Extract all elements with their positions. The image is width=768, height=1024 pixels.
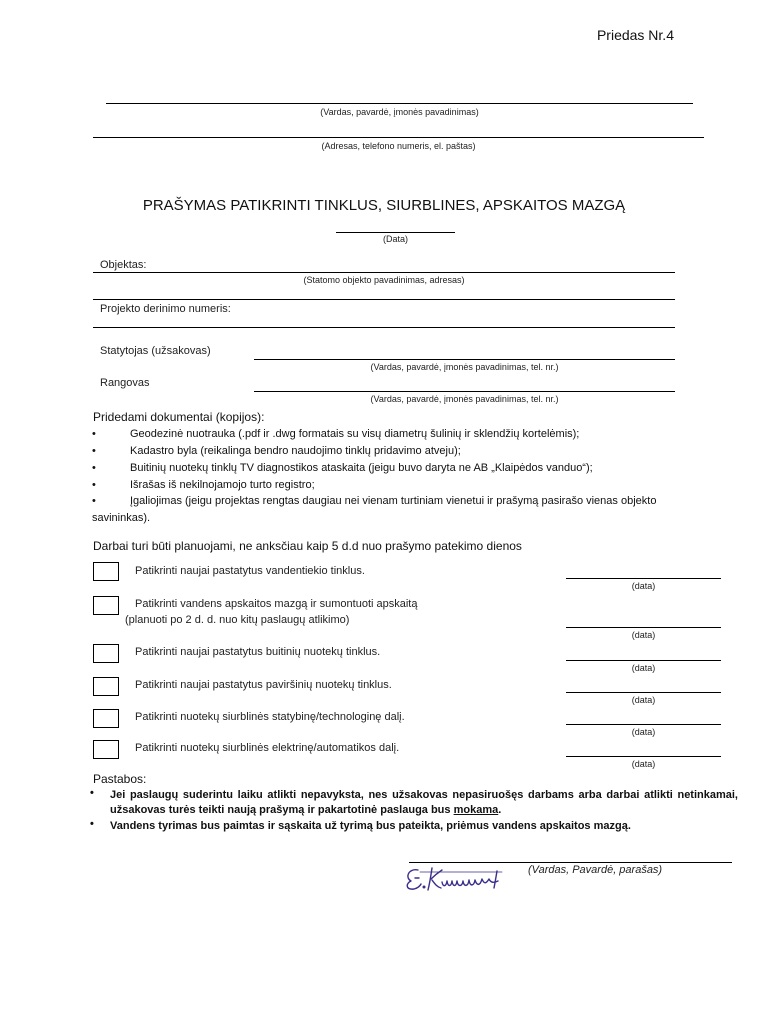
checkbox-pump-electrical[interactable] bbox=[93, 740, 119, 759]
annex-number: Priedas Nr.4 bbox=[596, 27, 674, 43]
document-text: Buitinių nuotekų tinklų TV diagnostikos ataskaita (jeigu buvo daryta ne AB „Klaipėdos vanduo“); bbox=[130, 462, 593, 474]
checkbox-meter-node[interactable] bbox=[93, 596, 119, 615]
remark-text: Jei paslaugų suderintu laiku atlikti nepavyksta, nes užsakovas nepasiruošęs darbams arba darbai atlikti netinkamai, užsakovas turės teikti naują prašymą ir pakartotinė paslauga bus bbox=[110, 789, 738, 816]
document-item bbox=[92, 477, 682, 494]
signature-caption: (Vardas, Pavardė, parašas) bbox=[528, 864, 663, 876]
bullet-icon: • bbox=[92, 428, 96, 440]
document-text: Geodezinė nuotrauka (.pdf ir .dwg formatais su visų diametrų šulinių ir sklendžių kortelėmis); bbox=[130, 428, 580, 440]
document-text: Kadastro byla (reikalinga bendro naudojimo tinklų pridavimo atveju); bbox=[130, 445, 461, 457]
contractor-label: Rangovas bbox=[100, 377, 150, 389]
check-text-water-network: Patikrinti naujai pastatytus vandentiekio tinklus. bbox=[135, 565, 365, 577]
document-item bbox=[92, 493, 682, 527]
document-text: Išrašas iš nekilnojamojo turto registro; bbox=[130, 479, 315, 491]
check-text-pump-construction: Patikrinti nuotekų siurblinės statybinę/technologinę dalį. bbox=[135, 711, 405, 723]
date-caption-water-network: (data) bbox=[631, 581, 656, 591]
date-line-household-sewage[interactable] bbox=[566, 660, 721, 661]
page-title: PRAŠYMAS PATIKRINTI TINKLUS, SIURBLINES, APSKAITOS MAZGĄ bbox=[142, 197, 626, 214]
bullet-icon: • bbox=[90, 787, 94, 799]
builder-line[interactable] bbox=[254, 359, 675, 360]
checkbox-surface-sewage[interactable] bbox=[93, 677, 119, 696]
date-line-pump-construction[interactable] bbox=[566, 724, 721, 725]
documents-heading: Pridedami dokumentai (kopijos): bbox=[93, 410, 265, 424]
date-line-pump-electrical[interactable] bbox=[566, 756, 721, 757]
date-caption-pump-construction: (data) bbox=[631, 727, 656, 737]
date-caption: (Data) bbox=[382, 234, 408, 244]
address-caption: (Adresas, telefono numeris, el. paštas) bbox=[321, 141, 476, 151]
check-text-meter-node: Patikrinti vandens apskaitos mazgą ir sumontuoti apskaitą bbox=[135, 598, 418, 610]
name-caption: (Vardas, pavardė, įmonės pavadinimas) bbox=[320, 107, 479, 117]
bullet-icon: • bbox=[90, 818, 94, 830]
check-text-surface-sewage: Patikrinti naujai pastatytus paviršinių nuotekų tinklus. bbox=[135, 679, 392, 691]
handwritten-signature-icon bbox=[402, 862, 517, 896]
contractor-caption: (Vardas, pavardė, įmonės pavadinimas, tel. nr.) bbox=[370, 394, 559, 404]
remarks-heading: Pastabos: bbox=[93, 772, 147, 786]
object-label: Objektas: bbox=[100, 259, 147, 271]
checkbox-pump-construction[interactable] bbox=[93, 709, 119, 728]
document-item bbox=[92, 426, 682, 443]
document-item bbox=[92, 443, 682, 460]
check-text-pump-electrical: Patikrinti nuotekų siurblinės elektrinę/automatikos dalį. bbox=[135, 742, 400, 754]
date-caption-pump-electrical: (data) bbox=[631, 759, 656, 769]
bullet-icon: • bbox=[92, 445, 96, 457]
date-line[interactable] bbox=[336, 232, 455, 233]
document-text: Įgaliojimas (jeigu projektas rengtas daugiau nei vienam turtiniam vienetui ir prašymą pasirašo vienas objekto savininkas). bbox=[92, 495, 657, 524]
checkbox-water-network[interactable] bbox=[93, 562, 119, 581]
date-line-meter-node[interactable] bbox=[566, 627, 721, 628]
checkbox-household-sewage[interactable] bbox=[93, 644, 119, 663]
remark-text-end: . bbox=[498, 804, 502, 816]
object-caption: (Statomo objekto pavadinimas, adresas) bbox=[303, 275, 465, 285]
address-line[interactable] bbox=[93, 137, 704, 138]
check-text-household-sewage: Patikrinti naujai pastatytus buitinių nuotekų tinklus. bbox=[135, 646, 381, 658]
check-subtext-meter-node: (planuoti po 2 d. d. nuo kitų paslaugų atlikimo) bbox=[125, 614, 350, 626]
date-caption-household-sewage: (data) bbox=[631, 663, 656, 673]
document-item bbox=[92, 460, 682, 477]
builder-caption: (Vardas, pavardė, įmonės pavadinimas, tel. nr.) bbox=[370, 362, 559, 372]
planning-note: Darbai turi būti planuojami, ne anksčiau kaip 5 d.d nuo prašymo patekimo dienos bbox=[93, 539, 522, 553]
bullet-icon: • bbox=[92, 495, 96, 507]
bullet-icon: • bbox=[92, 479, 96, 491]
object-line-2[interactable] bbox=[93, 299, 675, 300]
contractor-line[interactable] bbox=[254, 391, 675, 392]
remark-text: Vandens tyrimas bus paimtas ir sąskaita už tyrimą bus pateikta, priėmus vandens apskaitos mazgą. bbox=[110, 820, 631, 832]
date-caption-meter-node: (data) bbox=[631, 630, 656, 640]
date-caption-surface-sewage: (data) bbox=[631, 695, 656, 705]
project-line[interactable] bbox=[93, 327, 675, 328]
project-label: Projekto derinimo numeris: bbox=[100, 303, 231, 315]
name-line[interactable] bbox=[106, 103, 693, 104]
date-line-water-network[interactable] bbox=[566, 578, 721, 579]
date-line-surface-sewage[interactable] bbox=[566, 692, 721, 693]
object-line[interactable] bbox=[93, 272, 675, 273]
builder-label: Statytojas (užsakovas) bbox=[100, 345, 211, 357]
bullet-icon: • bbox=[92, 462, 96, 474]
remark-emphasis: mokama bbox=[453, 804, 499, 816]
remark-item bbox=[110, 819, 738, 834]
remark-item bbox=[110, 788, 738, 818]
